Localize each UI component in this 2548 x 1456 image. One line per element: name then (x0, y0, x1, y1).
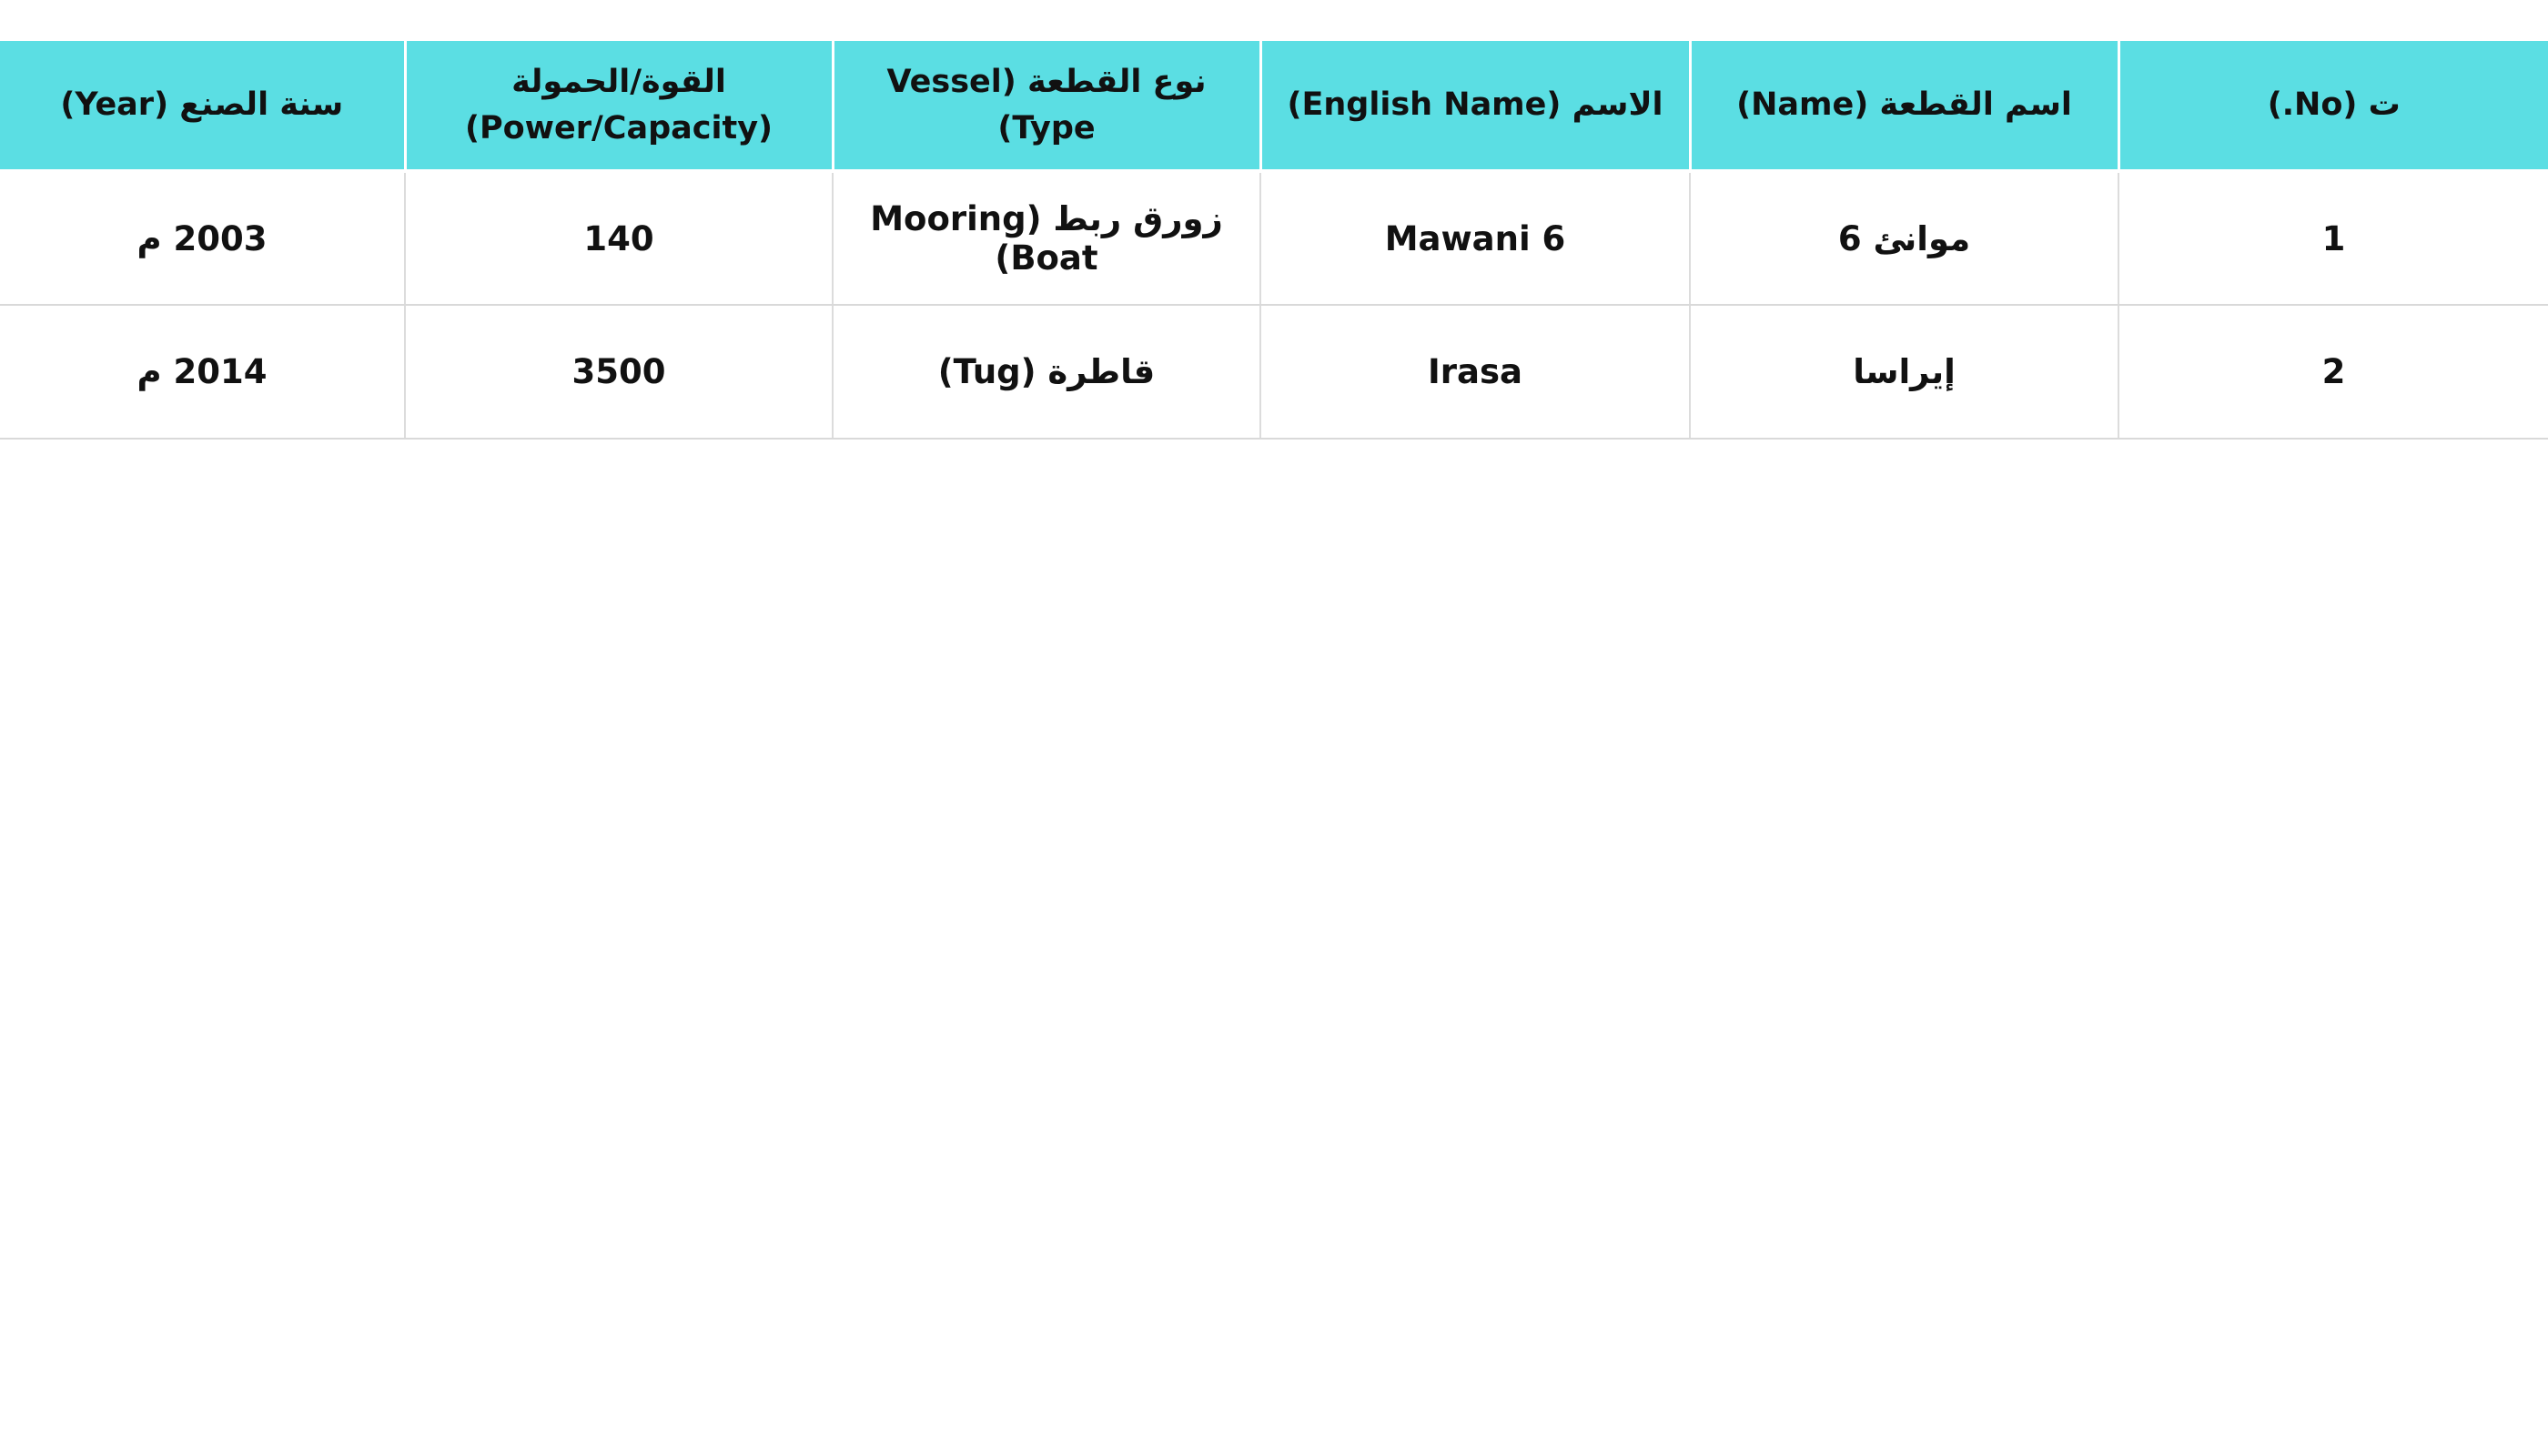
header-cell-no: ت (No.) (2118, 41, 2548, 171)
cell-no: 2 (2118, 305, 2548, 439)
header-power-arabic-line: القوة/الحمولة (511, 63, 726, 100)
cell-no: 1 (2118, 171, 2548, 305)
cell-english-name: Mawani 6 (1260, 171, 1690, 305)
cell-power: 3500 (405, 305, 833, 439)
header-cell-vessel-type: نوع القطعة (Vessel Type) (833, 41, 1260, 171)
cell-name: موانئ 6 (1690, 171, 2118, 305)
header-power-english-line: (Power/Capacity) (464, 109, 774, 147)
cell-english-name: Irasa (1260, 305, 1690, 439)
vessel-table (0, 41, 2548, 440)
table-row (0, 171, 2548, 305)
header-cell-english-name: الاسم (English Name) (1260, 41, 1690, 171)
cell-vessel-type: زورق ربط (Mooring Boat) (833, 171, 1260, 305)
cell-name: إيراسا (1690, 305, 2118, 439)
cell-power: 140 (405, 171, 833, 305)
header-row (0, 41, 2548, 171)
cell-vessel-type: قاطرة (Tug) (833, 305, 1260, 439)
cell-year: 2003 م (0, 171, 405, 305)
header-cell-power-capacity (405, 41, 833, 171)
header-cell-name: اسم القطعة (Name) (1690, 41, 2118, 171)
table-row (0, 305, 2548, 439)
table-header (0, 41, 2548, 171)
header-cell-year: سنة الصنع (Year) (0, 41, 405, 171)
cell-year: 2014 م (0, 305, 405, 439)
table-body (0, 171, 2548, 439)
